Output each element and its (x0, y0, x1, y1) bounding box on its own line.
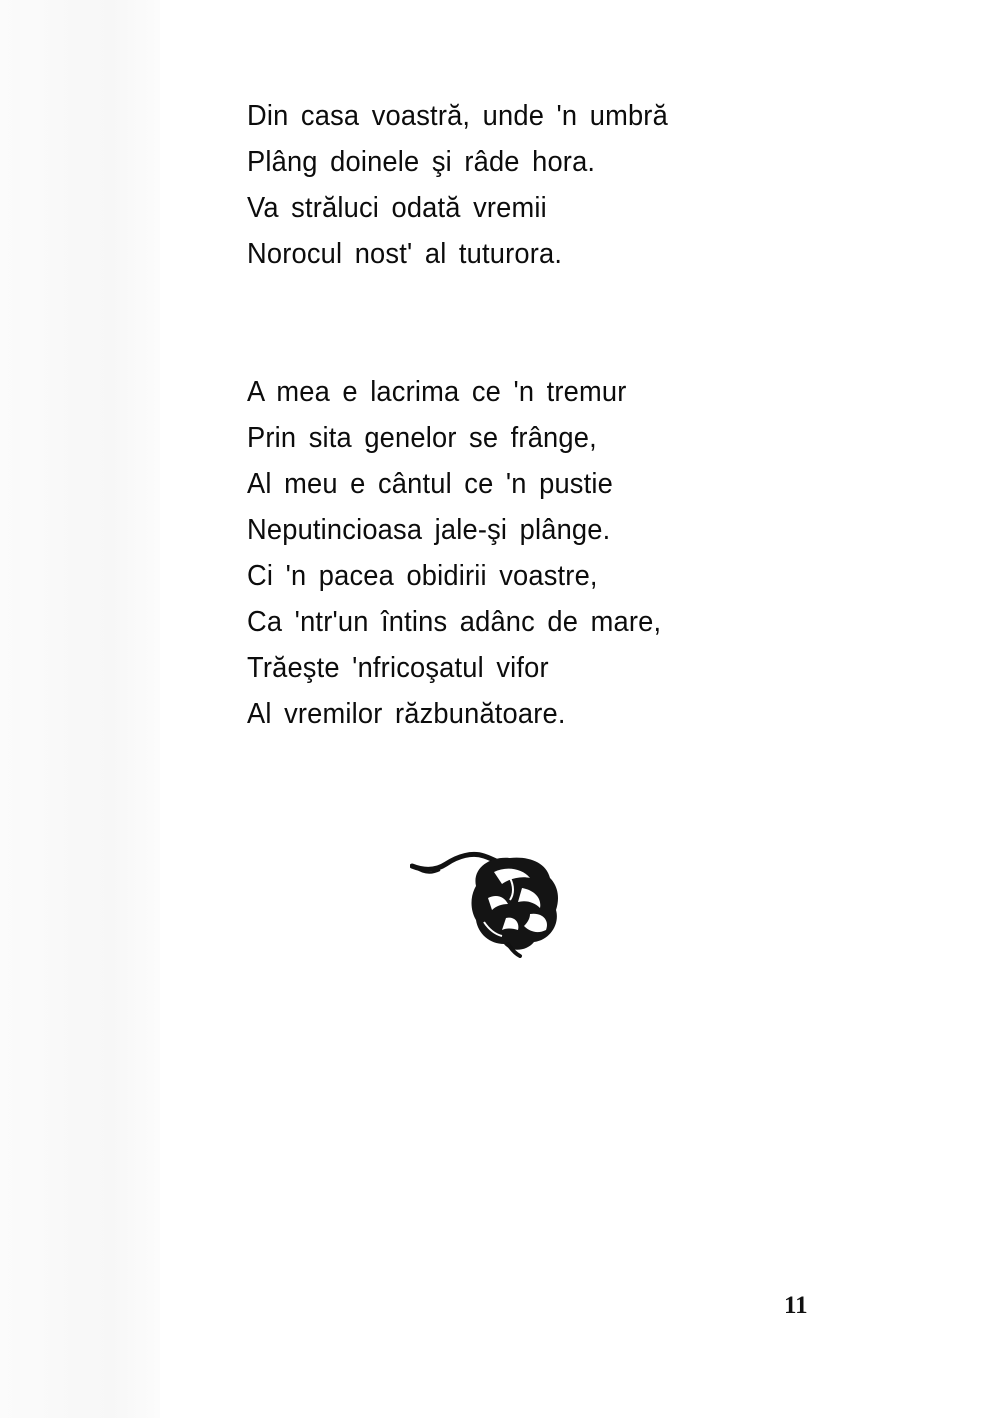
verse-line: Ci 'n pacea obidirii voastre, (247, 560, 598, 592)
stanza-1 (247, 93, 695, 277)
verse-line: Al meu e cântul ce 'n pustie (247, 468, 613, 500)
scan-margin-shade (0, 0, 160, 1418)
verse-line: Va străluci odată vremii (247, 192, 547, 224)
verse-line: Plâng doinele şi râde hora. (247, 146, 596, 178)
page-number: 11 (784, 1292, 808, 1319)
verse-line: A mea e lacrima ce 'n tremur (247, 376, 627, 408)
stanza-2 (247, 369, 688, 737)
verse-line: Prin sita genelor se frânge, (247, 422, 597, 454)
rose-vignette-icon (410, 848, 566, 958)
verse-line: Norocul nost' al tuturora. (247, 238, 563, 270)
verse-line: Neputincioasa jale-şi plânge. (247, 514, 611, 546)
verse-line: Trăeşte 'nfricoşatul vifor (247, 652, 549, 684)
verse-line: Din casa voastră, unde 'n umbră (247, 100, 668, 132)
verse-line: Ca 'ntr'un întins adânc de mare, (247, 606, 662, 638)
verse-line: Al vremilor răzbunătoare. (247, 698, 566, 730)
